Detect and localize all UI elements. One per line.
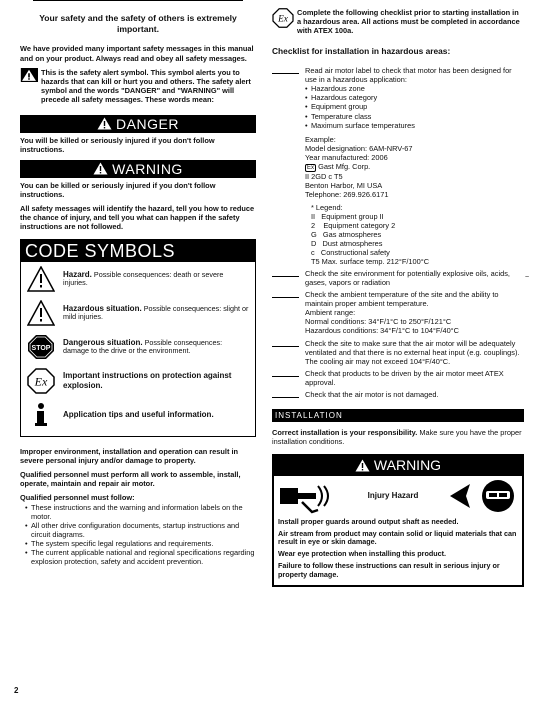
warning-banner bbox=[20, 160, 256, 178]
svg-text:STOP: STOP bbox=[31, 344, 51, 352]
injury-hazard-label: Injury Hazard bbox=[367, 490, 419, 500]
danger-alert-icon bbox=[97, 117, 112, 130]
warning-pictogram-row bbox=[274, 476, 522, 516]
list-item: • Maximum surface temperatures bbox=[305, 121, 524, 130]
atex-intro-row bbox=[272, 8, 524, 40]
example-line: Model designation: 6AM-NRV-67 bbox=[305, 143, 413, 153]
legend-block bbox=[305, 203, 524, 266]
list-item: • Hazardous zone bbox=[305, 84, 524, 93]
atex-intro: Complete the following checklist prior to starting installation in a hazardous area. All actions must be completed in accordance with ATEX 100a. bbox=[297, 8, 520, 36]
ex-mark-icon: Ex bbox=[307, 164, 315, 171]
warning-text: You can be killed or seriously injured if you don't follow instructions. bbox=[20, 180, 216, 199]
improper-paragraph: Improper environment, installation and operation can result in severe personal injury and/or damage to property. bbox=[20, 446, 239, 465]
legend-line: * Legend: bbox=[311, 203, 343, 213]
installation-bold: Correct installation is your responsibility. bbox=[272, 427, 418, 437]
check2-text: Check the site environment for potentially explosive oils, acids, gases, vapors or radiation bbox=[305, 269, 510, 288]
symbol-text: Possible consequences: slight or mild injuries. bbox=[63, 303, 249, 322]
warning-box-line: Wear eye protection when installing this product. bbox=[278, 549, 446, 559]
list-item: • The current applicable national and regional specifications regarding explosion protection, safety and accident prevention. bbox=[25, 548, 256, 566]
check-blank-line bbox=[272, 66, 299, 74]
example-line: Gast Mfg. Corp. bbox=[318, 161, 371, 171]
check-blank-line bbox=[272, 369, 299, 377]
check-blank-line bbox=[272, 390, 299, 398]
right-column bbox=[272, 8, 524, 587]
example-line: II 2GD c T5 bbox=[305, 171, 343, 181]
installation-text: Make sure you have the proper installation conditions. bbox=[272, 427, 522, 446]
ex-explosion-icon bbox=[272, 8, 294, 28]
example-line: Telephone: 269.926.6171 bbox=[305, 190, 389, 200]
danger-label: DANGER bbox=[116, 115, 179, 132]
checklist-item bbox=[272, 390, 524, 399]
installation-paragraph bbox=[272, 428, 524, 446]
safety-alert-row bbox=[20, 68, 256, 109]
page-number: 2 bbox=[14, 686, 19, 695]
alert-paragraph: This is the safety alert symbol. This symbol alerts you to hazards that can kill or hurt you and others. The safety alert symbol and the words "DANGER" and "WARNING" will precede all safety messages. These words mean: bbox=[41, 67, 251, 104]
example-line: Year manufactured: 2006 bbox=[305, 152, 388, 162]
ex-explosion-icon bbox=[27, 368, 55, 394]
intro-paragraph: We have provided many important safety messages in this manual and on your product. Always read and obey all safety messages. bbox=[20, 44, 254, 63]
example-line: Example: bbox=[305, 134, 336, 144]
check4-text: Check the site to make sure that the air motor will be adequately ventilated and that there is no external heat input (e.g. couplings). The cooling air may not exceed 104°F/40°C. bbox=[305, 338, 520, 366]
check5-text: Check that products to be driven by the air motor meet ATEX approval. bbox=[305, 368, 504, 387]
svg-text:Ex: Ex bbox=[278, 13, 288, 24]
checklist-item bbox=[272, 339, 524, 366]
example-block bbox=[305, 135, 524, 200]
symbol-row-hazard bbox=[21, 262, 255, 296]
warning-box-header bbox=[274, 456, 522, 476]
list-item: • Hazardous category bbox=[305, 93, 524, 102]
symbol-title: Dangerous situation. bbox=[63, 337, 143, 347]
stop-icon bbox=[27, 334, 55, 360]
check-blank-line bbox=[272, 339, 299, 347]
check-blank-line bbox=[272, 269, 299, 277]
code-symbols-box bbox=[20, 239, 256, 437]
check1-bullets bbox=[305, 84, 524, 129]
safety-alert-icon bbox=[20, 68, 38, 82]
hazard-triangle-icon bbox=[27, 266, 55, 292]
intro-title: Your safety and the safety of others is extremely important. bbox=[33, 0, 243, 34]
checklist-title: Checklist for installation in hazardous areas: bbox=[272, 46, 451, 57]
symbol-row-explosion bbox=[21, 364, 255, 398]
legend-line: G Gas atmospheres bbox=[311, 230, 382, 240]
danger-text: You will be killed or seriously injured if you don't follow instructions. bbox=[20, 135, 215, 154]
symbol-title: Important instructions on protection against explosion. bbox=[63, 371, 232, 390]
check-blank-line bbox=[272, 290, 299, 298]
warning-alert-icon bbox=[355, 459, 370, 472]
symbol-title: Application tips and useful information. bbox=[63, 409, 214, 419]
list-item: • All other drive configuration documents, startup instructions and circuit diagrams. bbox=[25, 521, 256, 539]
eye-protection-icon bbox=[448, 478, 518, 514]
checklist-item bbox=[272, 290, 524, 335]
warning-box-line: Install proper guards around output shaft as needed. bbox=[278, 516, 459, 526]
installation-title: INSTALLATION bbox=[272, 409, 524, 422]
injury-warning-box bbox=[272, 454, 524, 588]
list-item: • These instructions and the warning and information labels on the motor. bbox=[25, 503, 256, 521]
qualified-follow-title: Qualified personnel must follow: bbox=[20, 493, 135, 502]
warning-box-label: WARNING bbox=[373, 457, 442, 474]
safety-messages-paragraph: All safety messages will identify the hazard, tell you how to reduce the chance of injury, and tell you what can happen if the safety instructions are not followed. bbox=[20, 203, 255, 231]
info-icon bbox=[27, 402, 55, 428]
example-line-gast bbox=[305, 162, 524, 172]
warning-box-line: Failure to follow these instructions can result in serious injury or property damage. bbox=[278, 560, 500, 579]
ambient-line: Ambient range: bbox=[305, 308, 356, 318]
checklist-item bbox=[272, 66, 524, 266]
warning-alert-icon bbox=[93, 162, 108, 175]
legend-line: c Constructional safety bbox=[311, 248, 390, 258]
check1-text: Read air motor label to check that motor has been designed for use in a hazardous application: bbox=[305, 66, 512, 85]
list-item: • Temperature class bbox=[305, 112, 524, 121]
check3-text: Check the ambient temperature of the site and the ability to maintain proper ambient temperature. bbox=[305, 290, 499, 309]
checklist-item bbox=[272, 369, 524, 387]
list-item: • The system specific legal regulations and requirements. bbox=[25, 539, 256, 548]
ambient-line: Normal conditions: 34°F/1°C to 250°F/121°C bbox=[305, 317, 452, 327]
danger-banner bbox=[20, 115, 256, 133]
warning-box-line: Air stream from product may contain solid or liquid materials that can result in eye or skin damage. bbox=[278, 528, 517, 547]
stray-mark: ~ bbox=[525, 274, 530, 281]
svg-text:Ex: Ex bbox=[34, 374, 48, 389]
legend-line: T5 Max. surface temp. 212°F/100°C bbox=[311, 257, 430, 267]
check6-text: Check that the air motor is not damaged. bbox=[305, 389, 439, 399]
list-item: • Equipment group bbox=[305, 102, 524, 111]
symbol-text: Possible consequences: damage to the drive or the environment. bbox=[63, 337, 223, 356]
symbol-row-hazardous-situation bbox=[21, 296, 255, 330]
symbol-row-info bbox=[21, 398, 255, 432]
legend-line: II Equipment group II bbox=[311, 212, 384, 222]
example-line: Benton Harbor, MI USA bbox=[305, 181, 383, 190]
legend-line: 2 Equipment category 2 bbox=[311, 221, 396, 231]
hazard-triangle-icon bbox=[27, 300, 55, 326]
symbol-row-dangerous-situation bbox=[21, 330, 255, 364]
symbol-text: Possible consequences: death or severe injuries. bbox=[63, 269, 224, 288]
code-symbols-title: CODE SYMBOLS bbox=[21, 240, 255, 262]
qualified-list bbox=[20, 503, 256, 566]
checklist-item bbox=[272, 269, 524, 287]
symbol-title: Hazard. bbox=[63, 269, 92, 279]
warning-box-body bbox=[274, 516, 522, 586]
symbol-title: Hazardous situation. bbox=[63, 303, 142, 313]
warning-label: WARNING bbox=[112, 160, 183, 177]
qualified-paragraph: Qualified personnel must perform all work to assemble, install, operate, maintain and repair air motor. bbox=[20, 469, 241, 488]
legend-line: D Dust atmospheres bbox=[311, 239, 383, 249]
left-column bbox=[20, 0, 256, 566]
ambient-line: Hazardous conditions: 34°F/1°C to 104°F/40°C bbox=[305, 326, 459, 336]
rotating-shaft-hazard-icon bbox=[278, 478, 338, 514]
